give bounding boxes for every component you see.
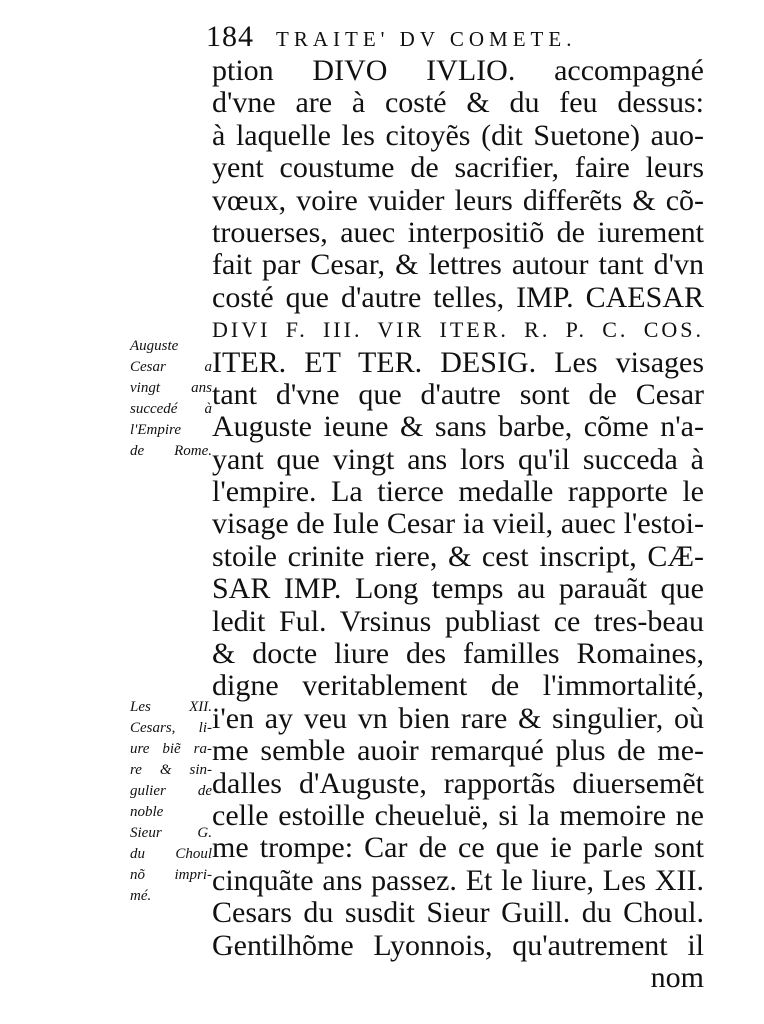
margin-note-line: du Choul (130, 846, 212, 862)
margin-note-line: Sieur G. (130, 825, 212, 841)
margin-note-line: Cesar a (130, 359, 212, 375)
text-line: Gentilhõme Lyonnois, qu'autrement il (212, 928, 704, 962)
text-line: à laquelle les citoyẽs (dit Suetone) auo- (212, 118, 704, 152)
margin-note-line: Les XII. (130, 699, 212, 715)
text-line: d'vne are à costé & du feu dessus: (212, 86, 704, 120)
margin-note-line: succedé à (130, 401, 212, 417)
margin-note-line: Cesars, li- (130, 720, 212, 736)
text-line: stoile crinite riere, & cest inscript, CÆ- (212, 539, 704, 573)
margin-note-line: Auguste (130, 338, 179, 354)
text-line: Cesars du susdit Sieur Guill. du Choul. (212, 896, 704, 930)
margin-note-line: re & sin- (130, 762, 212, 778)
margin-note-line: mé. (130, 888, 152, 904)
margin-note-cesars (130, 697, 212, 907)
margin-note-auguste (130, 336, 212, 462)
body-text (212, 55, 704, 994)
text-line: vœux, voire vuider leurs differẽts & cõ- (212, 183, 704, 217)
text-line: tant d'vne que d'autre sont de Cesar (212, 377, 704, 411)
catchword: nom (650, 960, 704, 994)
margin-note-line: gulier de (130, 783, 212, 799)
text-line: cinquãte ans passez. Et le liure, Les XII. (212, 863, 704, 897)
text-line: SAR IMP. Long temps au parauãt que (212, 572, 704, 606)
margin-note-line: noble (130, 804, 164, 820)
text-line: Auguste ieune & sans barbe, cõme n'a- (212, 410, 704, 444)
text-line: ITER. ET TER. DESIG. Les visages (212, 345, 704, 379)
margin-note-line: ure biẽ ra- (130, 741, 212, 757)
running-title: TRAITE' DV COMETE. (276, 27, 577, 51)
margin-note-line: vingt ans (130, 380, 212, 396)
text-line: l'empire. La tierce medalle rapporte le (212, 475, 704, 509)
page-number: 184 (206, 20, 254, 53)
text-line: trouerses, auec interpositiõ de iurement (212, 215, 704, 249)
text-line: yant que vingt ans lors qu'il succeda à (212, 442, 704, 476)
text-line: ledit Ful. Vrsinus publiast ce tres-beau (212, 604, 704, 638)
text-line: i'en ay veu vn bien rare & singulier, où (212, 701, 704, 735)
text-line: yent coustume de sacrifier, faire leurs (212, 151, 704, 185)
margin-note-line: nõ impri- (130, 867, 212, 883)
text-line: celle estoille cheueluë, si la memoire ne (212, 798, 704, 832)
text-line: fait par Cesar, & lettres autour tant d'vn (212, 248, 704, 282)
margin-note-line: l'Empire (130, 422, 181, 438)
text-line: visage de Iule Cesar ia vieil, auec l'estoi- (212, 507, 704, 541)
text-line: me semble auoir remarqué plus de me- (212, 734, 704, 768)
text-line: DIVI F. III. VIR ITER. R. P. C. COS. (212, 317, 704, 343)
text-line: digne veritablement de l'immortalité, (212, 669, 704, 703)
text-line: dalles d'Auguste, rapportãs diuersemẽt (212, 766, 704, 800)
text-line: me trompe: Car de ce que ie parle sont (212, 831, 704, 865)
text-line: & docte liure des familles Romaines, (212, 637, 704, 671)
margin-note-line: de Rome. (130, 443, 212, 459)
text-line: costé que d'autre telles, IMP. CAESAR (212, 280, 704, 314)
text-line: ption DIVO IVLIO. accompagné (212, 54, 704, 87)
